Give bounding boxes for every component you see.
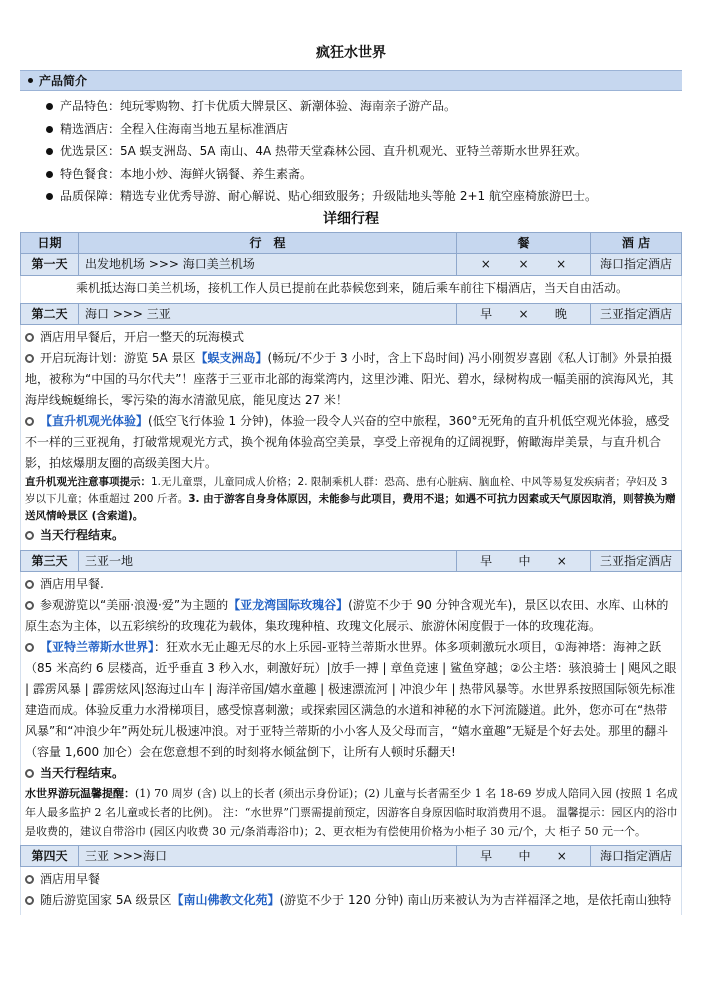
day-hotel: 海口指定酒店 xyxy=(599,848,672,863)
day-route: 海口 >>> 三亚 xyxy=(79,304,457,324)
page-title: 疯狂水世界 xyxy=(316,45,386,61)
day-meals: 早 × 晚 xyxy=(457,304,591,324)
itinerary-title: 详细行程 xyxy=(323,210,379,227)
table-header xyxy=(20,232,682,254)
highlight-spot: 【亚特兰蒂斯水世界】 xyxy=(40,639,155,654)
intro-heading-bar xyxy=(20,70,682,91)
day-label: 第一天 xyxy=(21,254,79,275)
intro-list xyxy=(20,91,682,208)
day-meals: 早 中 × xyxy=(457,551,591,571)
ring-bullet-icon xyxy=(25,580,34,589)
day-label: 第三天 xyxy=(21,551,79,571)
day-description: 乘机抵达海口美兰机场，接机工作人员已提前在此恭候您到来，随后乘车前往下榻酒店，当天自由活动。 xyxy=(20,276,682,303)
header-date: 日期 xyxy=(21,233,79,253)
day-route: 出发地机场 >>> 海口美兰机场 xyxy=(79,254,457,275)
day-hotel: 三亚指定酒店 xyxy=(599,553,672,568)
intro-item: 特色餐食：本地小炒、海鲜火锅餐、养生素斋。 xyxy=(20,163,682,186)
highlight-spot: 【南山佛教文化苑】 xyxy=(171,892,280,907)
ring-bullet-icon xyxy=(25,769,34,778)
day-meals: × × × xyxy=(457,254,591,275)
highlight-spot: 【亚龙湾国际玫瑰谷】 xyxy=(228,597,349,612)
day-label: 第二天 xyxy=(21,304,79,324)
day-label: 第四天 xyxy=(21,846,79,866)
intro-item: 品质保障：精选专业优秀导游、耐心解说、贴心细致服务；升级陆地头等舱 2+1 航空座椅旅游巴士。 xyxy=(20,185,682,208)
day-meals: 早 中 × xyxy=(457,846,591,866)
ring-bullet-icon xyxy=(25,875,34,884)
highlight-spot: 【蜈支洲岛】 xyxy=(195,350,268,365)
day-route: 三亚 >>>海口 xyxy=(79,846,457,866)
intro-item: 优选景区：5A 蜈支洲岛、5A 南山、4A 热带天堂森林公园、直升机观光、亚特兰蒂斯水世界狂欢。 xyxy=(20,140,682,163)
header-meal: 餐 xyxy=(457,233,591,253)
intro-heading: 产品简介 xyxy=(39,74,88,88)
day-row xyxy=(20,303,682,325)
day-hotel: 海口指定酒店 xyxy=(599,256,672,271)
ring-bullet-icon xyxy=(25,333,34,342)
header-hotel: 酒 店 xyxy=(621,235,651,250)
intro-item: 精选酒店：全程入住海南当地五星标准酒店 xyxy=(20,118,682,141)
day-row xyxy=(20,254,682,276)
ring-bullet-icon xyxy=(25,601,34,610)
day-hotel: 三亚指定酒店 xyxy=(599,306,672,321)
highlight-spot: 【直升机观光体验】 xyxy=(40,413,149,428)
ring-bullet-icon xyxy=(25,643,34,652)
ring-bullet-icon xyxy=(25,417,34,426)
notice: 水世界游玩温馨提醒：(1) 70 周岁 (含) 以上的长者 (须出示身份证)；(2) 儿童与长者需至少 1 名 18-69 岁成人陪同入园 (按照 1 名成年人最多监护 2 名儿童或长者的比例)。 注：“水世界”门票需提前预定，因游客自身原因临时取消费用不退。 温馨提示：园区内的浴巾是收费的，建议自带浴巾 (园区内收费 30 元/条消毒浴巾)；2、更衣柜为有偿使用价格为小柜子 30 元/个，大 柜子 50 元一个。 xyxy=(25,786,678,838)
day-description: 酒店用早餐 随后游览国家 5A 级景区【南山佛教文化苑】(游览不少于 120 分钟) 南山历来被认为为吉祥福泽之地，是依托南山独特 xyxy=(20,867,682,915)
day-description: 酒店用早餐. 参观游览以“美丽·浪漫·爱”为主题的【亚龙湾国际玫瑰谷】(游览不少于 90 分钟含观光车)，景区以农田、水库、山林的原生态为主体，以五彩缤纷的玫瑰花为载体，集玫瑰种植、玫瑰文化展示、旅游休闲度假于一体的玫瑰花海。 【亚特兰蒂斯水世界】：狂欢水无止趣无尽的水上乐园-亚特兰蒂斯水世界。体多项刺激玩水项目，①海神塔：海神之跃（85 米高约 6 层楼高，近乎垂直 3 秒入水，刺激好玩）|放手一搏 | 章鱼竞速 | 鲨鱼穿越；②公主塔：骇浪骑士 | 飓风之眼 | 霹雳风暴 | 霹雳炫风|怒海过山车 | 海洋帝国/嬉水童趣 | 极速漂流河 | 冲浪少年 | 热带风暴等。水世界系按照国际领先标准建造而成。体验反重力水滑梯项目，感受惊喜刺激；或探索园区满急的水道和神秘的水下河流隧道。此外，您亦可在“热带风暴”和“冲浪少年”两处玩儿极速冲浪。对于亚特兰蒂斯的小小客人及父母而言，“嬉水童趣”无疑是个好去处。那里的翻斗（容量 1,600 加仑）会在您意想不到的时刻将水倾盆倒下，让所有人顿时乐翻天! 当天行程结束。 水世界游玩温馨提醒：(1) 70 周岁 (含) 以上的长者 (须出示身份证)；(2) 儿童与长者需至少 1 名 18-69 岁成人陪同入园 (按照 1 名成年人最多监护 2 名儿童或长者的比例)。 注：“水世界”门票需提前预定，因游客自身原因临时取消费用不退。 温馨提示：园区内的浴巾是收费的，建议自带浴巾 (园区内收费 30 元/条消毒浴巾)；2、更衣柜为有偿使用价格为小柜子 30 元/个，大 柜子 50 元一个。 xyxy=(20,572,682,845)
day-route: 三亚一地 xyxy=(79,551,457,571)
ring-bullet-icon xyxy=(25,531,34,540)
intro-item: 产品特色：纯玩零购物、打卡优质大牌景区、新潮体验、海南亲子游产品。 xyxy=(20,95,682,118)
bullet-icon xyxy=(28,78,33,83)
day-description: 酒店用早餐后，开启一整天的玩海模式 开启玩海计划：游览 5A 景区【蜈支洲岛】(畅玩/不少于 3 小时，含上下岛时间) 冯小刚贺岁喜剧《私人订制》外景拍摄地，被称为“中国的马尔代夫”！座落于三亚市北部的海棠湾内，这里沙滩、阳光、碧水，绿树构成一幅美丽的滨海风光，其海岸线蜿蜒绵长，零污染的海水清澈见底，能见度达 27 米！ 【直升机观光体验】(低空飞行体验 1 分钟)，体验一段令人兴奋的空中旅程，360°无死角的直升机低空观光体验，感受不一样的三亚视角，打破常规观光方式，换个视角体验高空美景，享受上帝视角的辽阔视野，俯瞰海岸美景，与直升机合影，拍炫爆朋友圈的高级美图大片。 直升机观光注意事项提示：1.无儿童票，儿童同成人价格；2. 限制乘机人群：恐高、患有心脏病、脑血栓、中风等易复发疾病者；孕妇及 3 岁以下儿童；体重超过 200 斤者。3. 由于游客自身身体原因，未能参与此项目，费用不退；如遇不可抗力因素或天气原因取消，则替换为赠送风情岭景区 (含索道)。 当天行程结束。 xyxy=(20,325,682,550)
notice: 直升机观光注意事项提示：1.无儿童票，儿童同成人价格；2. 限制乘机人群：恐高、患有心脏病、脑血栓、中风等易复发疾病者；孕妇及 3 岁以下儿童；体重超过 200 斤者。3. 由于游客自身身体原因，未能参与此项目，费用不退；如遇不可抗力因素或天气原因取消，则替换为赠送风情岭景区 (含索道)。 xyxy=(25,475,676,522)
header-route: 行 程 xyxy=(79,233,457,253)
day-row xyxy=(20,550,682,572)
ring-bullet-icon xyxy=(25,896,34,905)
ring-bullet-icon xyxy=(25,354,34,363)
day-row xyxy=(20,845,682,867)
